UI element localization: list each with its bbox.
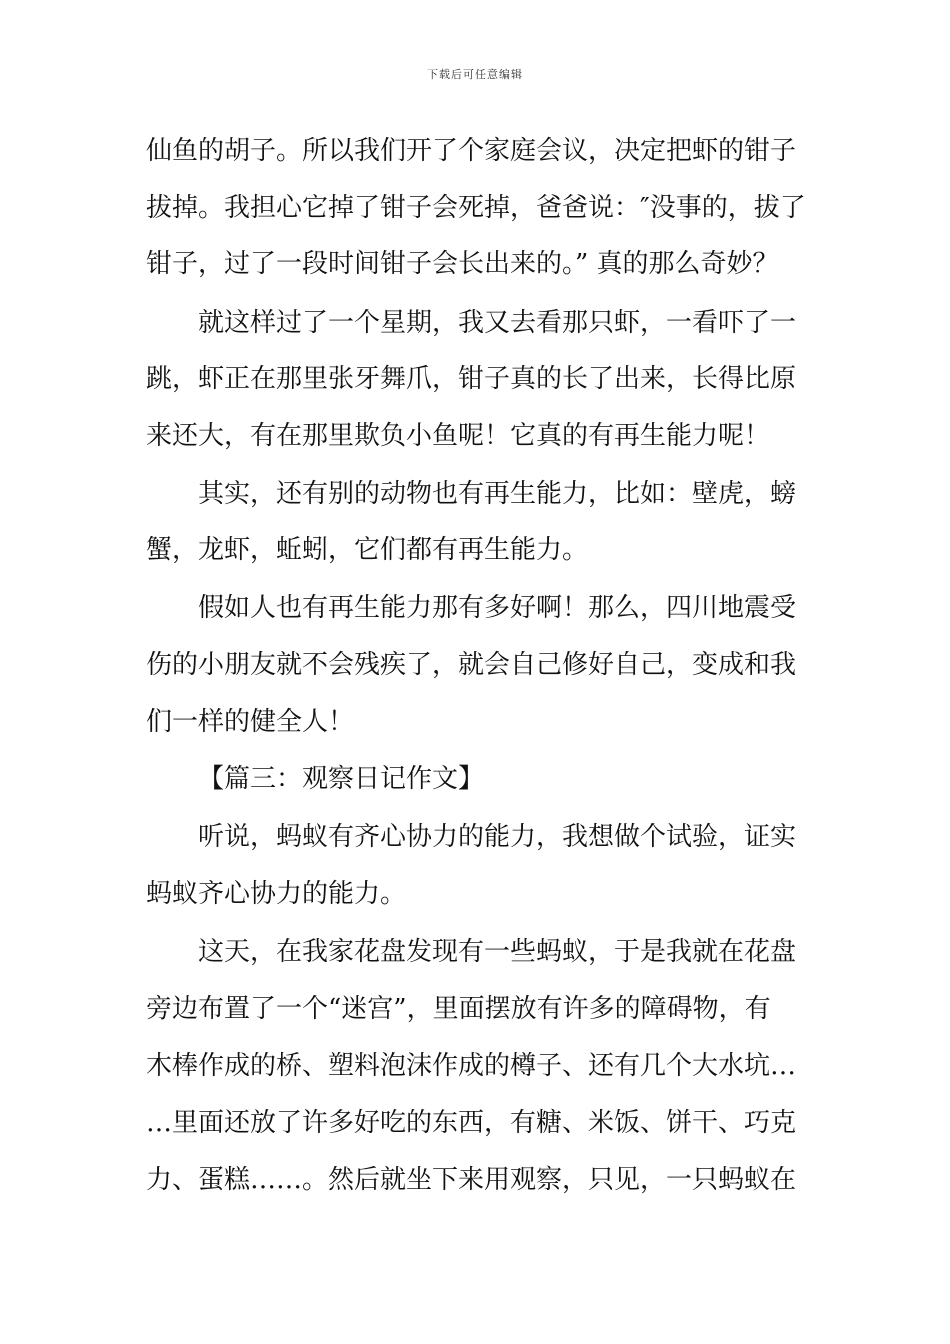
paragraph-first-line: 其实，还有别的动物也有再生能力，比如：壁虎，螃 (198, 479, 797, 509)
paragraph-first-line: 就这样过了一个星期，我又去看那只虾，一看吓了一 (198, 308, 797, 338)
body-line: 钳子，过了一段时间钳子会长出来的。” 真的那么奇妙？ (146, 249, 779, 279)
body-line: 拔掉。我担心它掉了钳子会死掉，爸爸说：″没事的，拔了 (146, 193, 806, 223)
body-line: 跳，虾正在那里张牙舞爪，钳子真的长了出来，长得比原 (146, 364, 797, 394)
body-line: 们一样的健全人！ (146, 707, 355, 737)
body-line: 来还大，有在那里欺负小鱼呢！它真的有再生能力呢！ (146, 421, 771, 451)
paragraph-first-line: 这天，在我家花盘发现有一些蚂蚁，于是我就在花盘 (198, 937, 797, 967)
body-line: 木棒作成的桥、塑料泡沫作成的樽子、还有几个大水坑… (146, 1051, 797, 1081)
body-line: 蚂蚁齐心协力的能力。 (146, 879, 407, 909)
body-line: …里面还放了许多好吃的东西，有糖、米饭、饼干、巧克 (146, 1108, 797, 1138)
body-line: 伤的小朋友就不会残疾了，就会自己修好自己，变成和我 (146, 650, 797, 680)
section-heading: 【篇三：观察日记作文】 (198, 764, 485, 794)
paragraph-first-line: 听说，蚂蚁有齐心协力的能力，我想做个试验，证实 (198, 822, 797, 852)
body-line: 力、蛋糕……。然后就坐下来用观察，只见，一只蚂蚁在 (146, 1165, 797, 1195)
body-line: 仙鱼的胡子。所以我们开了个家庭会议，决定把虾的钳子 (146, 136, 797, 166)
body-line: 蟹，龙虾，蚯蚓，它们都有再生能力。 (146, 535, 589, 565)
body-line: 旁边布置了一个“迷宫”，里面摆放有许多的障碍物，有 (146, 994, 771, 1024)
page-header: 下载后可任意编辑 (427, 68, 523, 81)
paragraph-first-line: 假如人也有再生能力那有多好啊！那么，四川地震受 (198, 593, 797, 623)
